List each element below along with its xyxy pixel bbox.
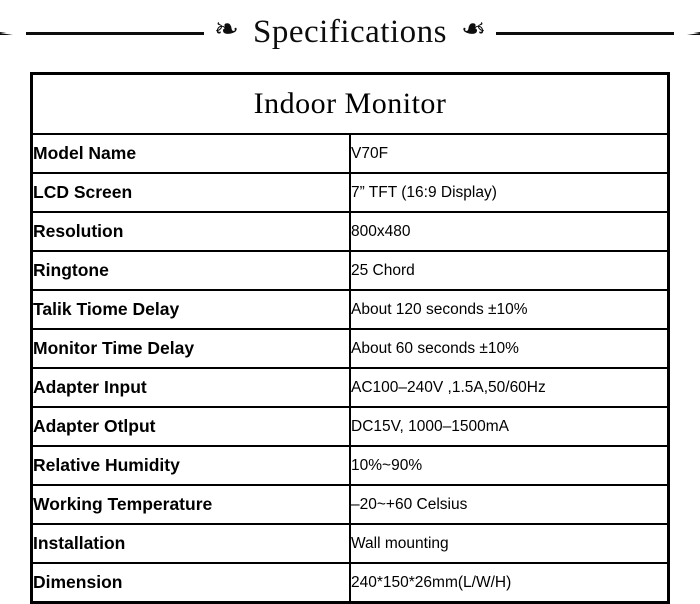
table-title: Indoor Monitor	[32, 74, 669, 135]
header-ornament-bar	[0, 14, 700, 51]
row-value-adapter-output: DC15V, 1000–1500mA	[350, 407, 669, 446]
table-row	[32, 290, 669, 329]
specifications-table-wrapper	[0, 72, 700, 604]
row-label-model-name: Model Name	[32, 134, 351, 173]
row-label-lcd-screen: LCD Screen	[32, 173, 351, 212]
table-row	[32, 407, 669, 446]
specifications-table	[30, 72, 670, 604]
table-row	[32, 329, 669, 368]
table-row	[32, 485, 669, 524]
table-row	[32, 251, 669, 290]
row-label-resolution: Resolution	[32, 212, 351, 251]
row-label-relative-humidity: Relative Humidity	[32, 446, 351, 485]
table-title-row	[32, 74, 669, 135]
table-row	[32, 212, 669, 251]
table-row	[32, 134, 669, 173]
table-row	[32, 446, 669, 485]
row-value-talk-time-delay: About 120 seconds ±10%	[350, 290, 669, 329]
table-row	[32, 524, 669, 563]
row-value-monitor-time-delay: About 60 seconds ±10%	[350, 329, 669, 368]
row-value-dimension: 240*150*26mm(L/W/H)	[350, 563, 669, 603]
row-label-dimension: Dimension	[32, 563, 351, 603]
row-value-ringtone: 25 Chord	[350, 251, 669, 290]
table-row	[32, 368, 669, 407]
row-value-adapter-input: AC100–240V ,1.5A,50/60Hz	[350, 368, 669, 407]
row-value-installation: Wall mounting	[350, 524, 669, 563]
fleur-de-lis-icon-left: ❧	[213, 12, 240, 47]
row-value-resolution: 800x480	[350, 212, 669, 251]
row-label-adapter-output: Adapter Otlput	[32, 407, 351, 446]
table-row	[32, 563, 669, 603]
row-value-working-temperature: –20~+60 Celsius	[350, 485, 669, 524]
row-label-installation: Installation	[32, 524, 351, 563]
fleur-de-lis-icon-right: ❧	[460, 12, 487, 47]
row-label-working-temperature: Working Temperature	[32, 485, 351, 524]
row-label-monitor-time-delay: Monitor Time Delay	[32, 329, 351, 368]
row-value-model-name: V70F	[350, 134, 669, 173]
row-value-relative-humidity: 10%~90%	[350, 446, 669, 485]
row-label-talk-time-delay: Talik Tiome Delay	[32, 290, 351, 329]
row-label-ringtone: Ringtone	[32, 251, 351, 290]
table-row	[32, 173, 669, 212]
row-value-lcd-screen: 7” TFT (16:9 Display)	[350, 173, 669, 212]
page-header	[0, 0, 700, 72]
page-title: Specifications	[253, 13, 447, 50]
row-label-adapter-input: Adapter Input	[32, 368, 351, 407]
